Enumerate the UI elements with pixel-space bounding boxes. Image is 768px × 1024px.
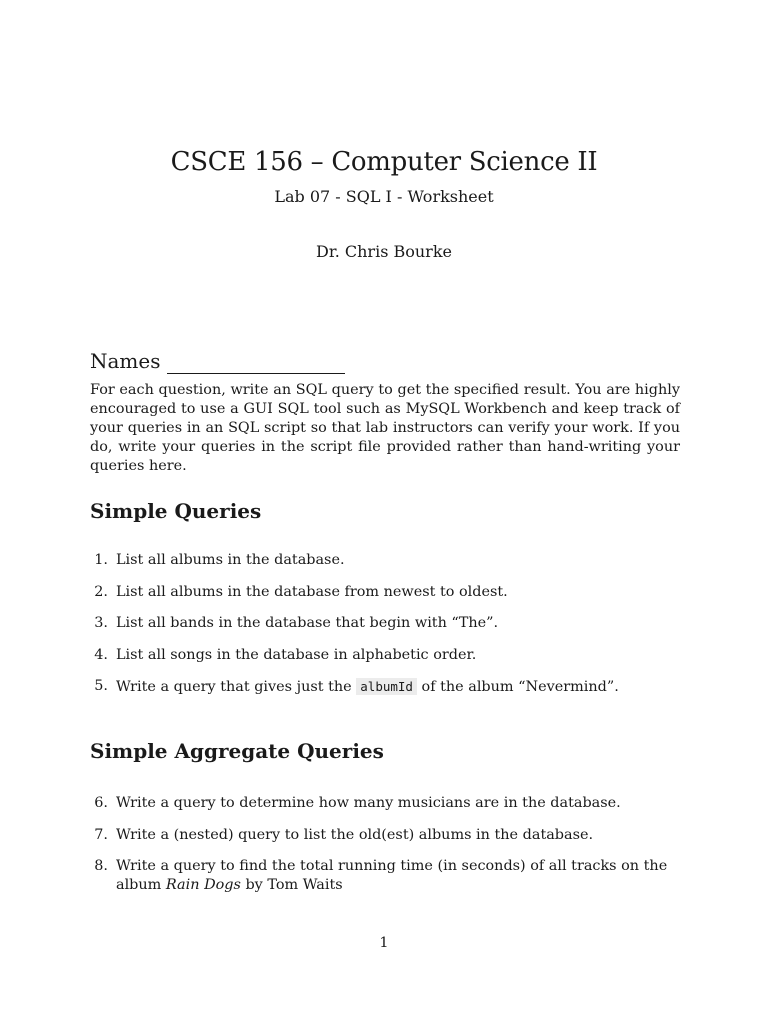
question-item [90,551,680,570]
question-text-before: Write a query to find the total running time (in seconds) of all tracks on the album [116,858,668,893]
album-title-italic: Rain Dogs [165,877,241,893]
question-list-simple-queries [90,551,680,710]
question-number: 2. [94,583,108,600]
question-text-before: Write a query that gives just the [116,679,352,695]
question-number: 1. [94,552,108,568]
section-heading-simple-aggregate-queries: Simple Aggregate Queries [90,739,384,763]
document-subtitle: Lab 07 - SQL I - Worksheet [274,187,494,206]
names-blank-line [167,351,345,374]
question-item [90,826,680,845]
question-number: 8. [94,858,108,874]
question-text-after: by Tom Waits [245,877,343,893]
question-item [90,677,680,697]
question-number: 5. [94,678,108,694]
names-field [90,348,345,374]
intro-paragraph: For each question, write an SQL query to get the specified result. You are highly encouraged to use a GUI SQL tool such as MySQL Workbench and keep track of your queries in an SQL script so that lab instructors can verify your work. If you do, write your queries in the script file provided rather than hand-writing your queries here. [90,382,680,474]
code-album-id: albumId [356,678,417,695]
question-text: List all albums in the database. [116,552,345,568]
question-item [90,583,680,602]
question-item [90,646,680,665]
question-text: List all bands in the database that begin with “The”. [116,615,499,631]
question-number: 4. [94,646,108,663]
question-text-after: of the album “Nevermind”. [421,679,619,695]
document-title: CSCE 156 – Computer Science II [170,147,598,177]
page-number: 1 [379,935,389,951]
question-text: Write a query to determine how many musicians are in the database. [116,795,621,811]
question-item [90,614,680,633]
section-heading-simple-queries: Simple Queries [90,499,262,523]
document-author: Dr. Chris Bourke [315,242,452,261]
question-text: List all albums in the database from newest to oldest. [116,583,508,600]
question-number: 7. [94,826,108,843]
question-item [90,794,680,813]
names-label: Names [90,349,161,373]
question-number: 3. [94,615,108,631]
question-item [90,857,680,895]
question-list-aggregate-queries [90,794,680,908]
question-text: List all songs in the database in alphabetic order. [116,646,477,663]
question-number: 6. [94,795,108,811]
question-text: Write a (nested) query to list the old(est) albums in the database. [116,826,594,843]
